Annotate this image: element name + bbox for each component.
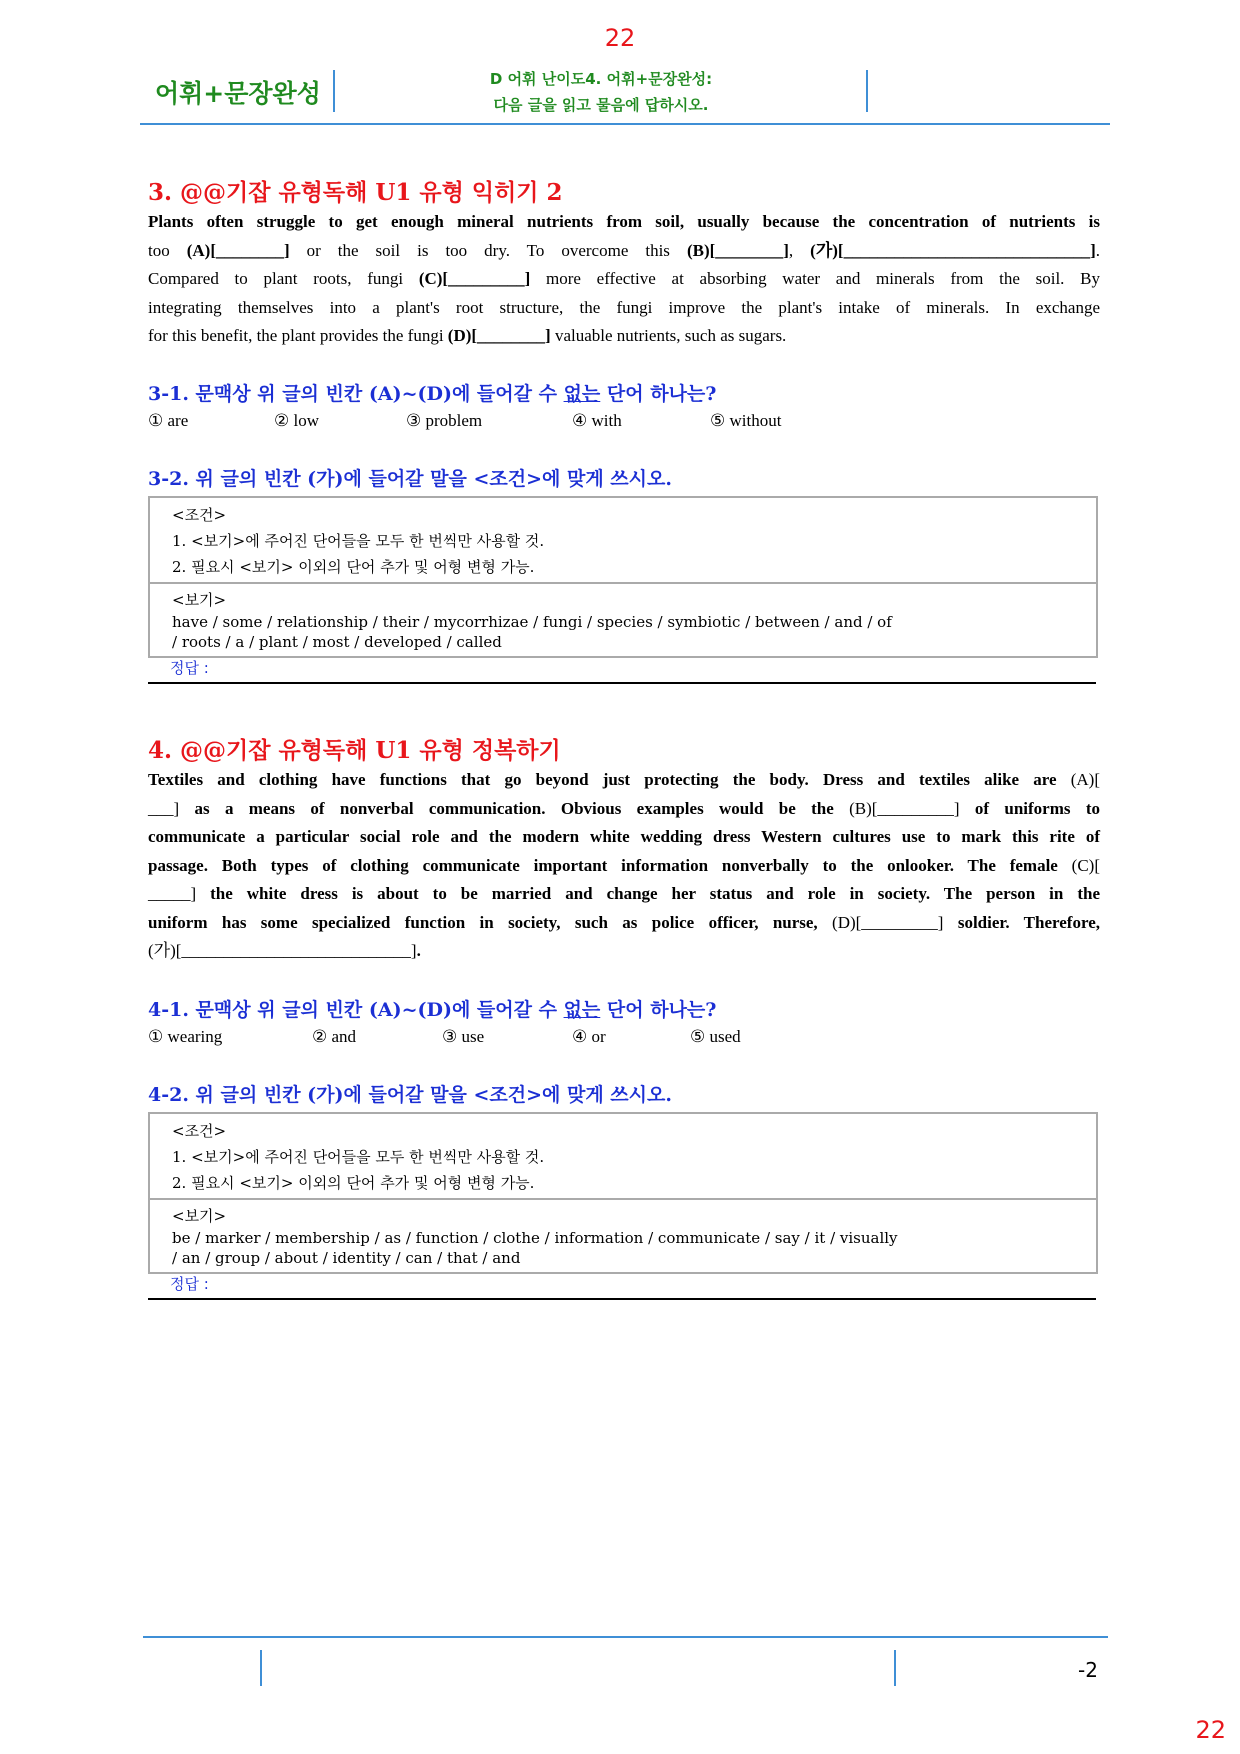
bogi-line1: have / some / relationship / their / mycorrhizae / fungi / species / symbiotic / between / and / of (172, 613, 892, 631)
section3-condition-box (148, 496, 1098, 658)
bogi-cell (150, 582, 1096, 656)
blank: soldier. Therefore, (943, 912, 1100, 932)
section4-question1 (148, 995, 716, 1022)
blank: (D)[________] (447, 326, 551, 345)
section3-answer-line[interactable] (148, 652, 1096, 684)
bogi-line2: / an / group / about / identity / can / that / and (172, 1249, 521, 1267)
blank: of uniforms to (959, 798, 1100, 818)
passage-text: _____] (148, 884, 197, 903)
blank: (C)[_________] (418, 269, 531, 288)
blank: . (416, 941, 421, 960)
passage-line (148, 937, 1100, 966)
bogi-cell (150, 1198, 1096, 1272)
blank: (A)[________] (186, 240, 290, 260)
blank: (가)[_____________________________] (810, 240, 1096, 260)
bogi-label: <보기> (172, 1207, 227, 1225)
answer-label: 정답 : (170, 659, 209, 677)
condition-2: 2. 필요시 <보기> 이외의 단어 추가 및 어형 변형 가능. (172, 558, 535, 576)
option-3[interactable]: ③ problem (406, 411, 483, 430)
passage-line (148, 880, 1100, 909)
header-title: 어휘+문장완성 (155, 79, 321, 108)
section3-options (148, 411, 1048, 435)
option-1[interactable]: ① are (148, 411, 189, 430)
option-5[interactable]: ⑤ without (710, 411, 782, 430)
page-number-bottom: 22 (1195, 1716, 1226, 1744)
bogi-label: <보기> (172, 591, 227, 609)
q-text-post: 단어 하나는? (600, 383, 717, 405)
q-emphasis: 없는 (563, 999, 601, 1021)
passage-text: (D)[_________] (832, 912, 944, 932)
passage-line (148, 823, 1100, 852)
section3-question1 (148, 379, 716, 406)
footer-divider-left (260, 1650, 262, 1686)
passage-text: (B)[_________] (849, 798, 960, 818)
passage-text: valuable nutrients, such as sugars. (550, 326, 787, 345)
condition-1: 1. <보기>에 주어진 단어들을 모두 한 번씩만 사용할 것. (172, 532, 545, 550)
condition-2: 2. 필요시 <보기> 이외의 단어 추가 및 어형 변형 가능. (172, 1174, 535, 1192)
passage-line (148, 795, 1100, 824)
section4-condition-box (148, 1112, 1098, 1274)
passage-line (148, 208, 1100, 237)
blank: uniform has some specialized function in society, such as police officer, nurse, (148, 912, 833, 932)
bogi-line1: be / marker / membership / as / function / clothe / information / communicate / say / it / visually (172, 1229, 898, 1247)
condition-cell (150, 498, 1096, 582)
blank: passage. Both types of clothing communicate important information nonverbally to the onlooker. The female (148, 855, 1072, 875)
option-4[interactable]: ④ with (572, 411, 622, 430)
header-description (336, 66, 866, 118)
passage-text: too (148, 240, 187, 260)
header-divider-right (866, 70, 868, 112)
passage-line (148, 322, 1100, 351)
passage-text: . (1095, 240, 1100, 260)
option-2[interactable]: ② and (312, 1027, 357, 1046)
option-2[interactable]: ② low (274, 411, 319, 430)
passage-line (148, 294, 1100, 323)
passage-line (148, 766, 1100, 795)
section4-question2: 4-2. 위 글의 빈칸 (가)에 들어갈 말을 <조건>에 맞게 쓰시오. (148, 1084, 672, 1106)
blank: communicate a particular social role and the modern white wedding dress Western cultures use to mark this rite of (148, 827, 1100, 846)
header-divider-left (333, 70, 335, 112)
passage-line (148, 909, 1100, 938)
passage-text: (A)[ (1070, 770, 1100, 789)
page-number-top: 22 (604, 24, 636, 52)
section3-passage (148, 208, 1100, 351)
blank: as a means of nonverbal communication. Obvious examples would be the (179, 798, 850, 818)
q-text-post: 단어 하나는? (600, 999, 717, 1021)
blank: the white dress is about to be married and change her status and role in society. The person in the (196, 884, 1100, 903)
q-emphasis: 없는 (563, 383, 601, 405)
header-desc-line1: D 어휘 난이도4. 어휘+문장완성: (489, 70, 713, 88)
passage-text: integrating themselves into a plant's root structure, the fungi improve the plant's intake of minerals. In exchange (148, 297, 1100, 317)
condition-cell (150, 1114, 1096, 1198)
answer-label: 정답 : (170, 1275, 209, 1293)
header-desc-line2: 다음 글을 읽고 물음에 답하시오. (493, 96, 709, 114)
passage-text: for this benefit, the plant provides the fungi (148, 326, 448, 345)
footer-page-mark: -2 (1078, 1658, 1098, 1682)
section3-title: 3. @@기잡 유형독해 U1 유형 익히기 2 (148, 179, 563, 206)
blank: Textiles and clothing have functions that go beyond just protecting the body. Dress and textiles alike are (148, 770, 1071, 789)
section4-title: 4. @@기잡 유형독해 U1 유형 정복하기 (148, 737, 561, 764)
passage-text: , (788, 240, 811, 260)
passage-line (148, 852, 1100, 881)
q-text-pre: 4-1. 문맥상 위 글의 빈칸 (A)~(D)에 들어갈 수 (148, 999, 564, 1021)
blank: (B)[________] (686, 240, 789, 260)
footer-divider-right (894, 1650, 896, 1686)
condition-1: 1. <보기>에 주어진 단어들을 모두 한 번씩만 사용할 것. (172, 1148, 545, 1166)
passage-text: or the soil is too dry. To overcome this (289, 240, 687, 260)
passage-line (148, 265, 1100, 294)
section4-answer-line[interactable] (148, 1268, 1096, 1300)
condition-label: <조건> (172, 1122, 227, 1140)
bogi-line2: / roots / a / plant / most / developed / called (172, 633, 502, 651)
option-5[interactable]: ⑤ used (690, 1027, 741, 1046)
section4-options (148, 1027, 1048, 1051)
footer-rule (143, 1636, 1108, 1638)
passage-text: Compared to plant roots, fungi (148, 269, 419, 288)
blank: Plants often struggle to get enough mineral nutrients from soil, usually because the concentration of nutrients is (148, 212, 1100, 231)
q-text-pre: 3-1. 문맥상 위 글의 빈칸 (A)~(D)에 들어갈 수 (148, 383, 564, 405)
option-1[interactable]: ① wearing (148, 1027, 223, 1046)
passage-text: (C)[ (1071, 855, 1100, 875)
passage-text: (가)[___________________________] (148, 941, 417, 960)
option-3[interactable]: ③ use (442, 1027, 485, 1046)
header-rule (140, 123, 1110, 125)
passage-text: more effective at absorbing water and minerals from the soil. By (530, 269, 1100, 288)
condition-label: <조건> (172, 506, 227, 524)
passage-text: ___] (148, 798, 180, 818)
section4-passage (148, 766, 1100, 966)
passage-line (148, 237, 1100, 266)
section3-question2: 3-2. 위 글의 빈칸 (가)에 들어갈 말을 <조건>에 맞게 쓰시오. (148, 468, 672, 490)
option-4[interactable]: ④ or (572, 1027, 606, 1046)
